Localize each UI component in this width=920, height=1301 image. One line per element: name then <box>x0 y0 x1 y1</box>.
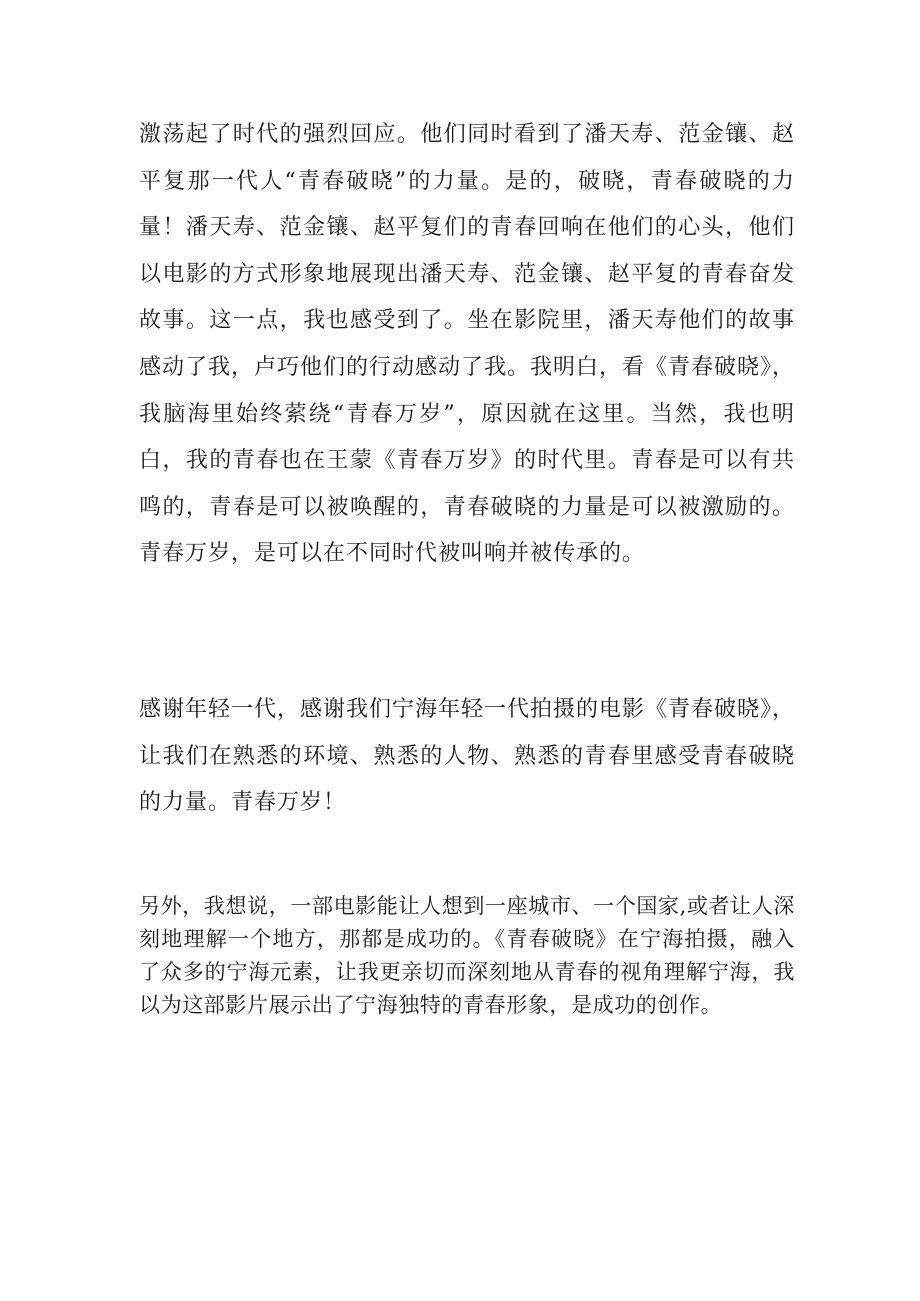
paragraph-1: 激荡起了时代的强烈回应。他们同时看到了潘天寿、范金镶、赵平复那一代人“青春破晓”的力量。是的，破晓，青春破晓的力量！潘天寿、范金镶、赵平复们的青春回响在他们的心头，他们以电影的方式形象地展现出潘天寿、范金镶、赵平复的青春奋发故事。这一点，我也感受到了。坐在影院里，潘天寿他们的故事感动了我，卢巧他们的行动感动了我。我明白，看《青春破晓》，我脑海里始终萦绕“青春万岁”，原因就在这里。当然，我也明白，我的青春也在王蒙《青春万岁》的时代里。青春是可以有共鸣的，青春是可以被唤醒的，青春破晓的力量是可以被激励的。青春万岁，是可以在不同时代被叫响并被传承的。 <box>139 122 796 567</box>
paragraph-2: 感谢年轻一代，感谢我们宁海年轻一代拍摄的电影《青春破晓》，让我们在熟悉的环境、熟悉的人物、熟悉的青春里感受青春破晓的力量。青春万岁！ <box>139 697 796 816</box>
paragraph-3: 另外，我想说，一部电影能让人想到一座城市、一个国家,或者让人深刻地理解一个地方，那都是成功的。《青春破晓》在宁海拍摄，融入了众多的宁海元素，让我更亲切而深刻地从青春的视角理解宁海，我以为这部影片展示出了宁海独特的青春形象，是成功的创作。 <box>139 894 795 1017</box>
